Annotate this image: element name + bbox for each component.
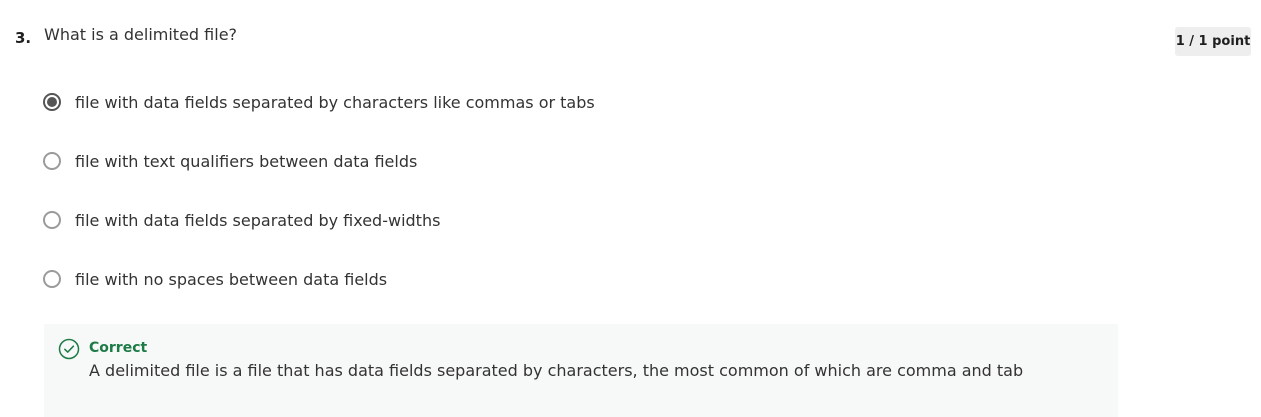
radio-dot bbox=[47, 97, 57, 107]
feedback-explanation: A delimited file is a file that has data fields separated by characters, the most common of which are comma and tab bbox=[89, 361, 1024, 380]
radio-button[interactable] bbox=[43, 152, 61, 170]
radio-button[interactable] bbox=[43, 211, 61, 229]
answer-option-4[interactable] bbox=[43, 267, 387, 291]
answer-option-label: file with text qualifiers between data fields bbox=[75, 151, 418, 171]
question-number: 3. bbox=[15, 29, 32, 47]
answer-option-label: file with data fields separated by fixed-widths bbox=[75, 210, 441, 230]
answer-option-label: file with data fields separated by characters like commas or tabs bbox=[75, 92, 595, 112]
check-circle-icon bbox=[58, 338, 80, 360]
points-badge: 1 / 1 point bbox=[1175, 27, 1251, 56]
radio-button[interactable] bbox=[43, 270, 61, 288]
radio-button-selected[interactable] bbox=[43, 93, 61, 111]
question-text: What is a delimited file? bbox=[44, 25, 238, 44]
answer-option-3[interactable] bbox=[43, 208, 440, 232]
answer-option-label: file with no spaces between data fields bbox=[75, 269, 388, 289]
answer-option-2[interactable] bbox=[43, 149, 417, 173]
feedback-panel bbox=[44, 324, 1118, 417]
feedback-status: Correct bbox=[89, 340, 148, 356]
answer-option-1[interactable] bbox=[43, 90, 595, 114]
